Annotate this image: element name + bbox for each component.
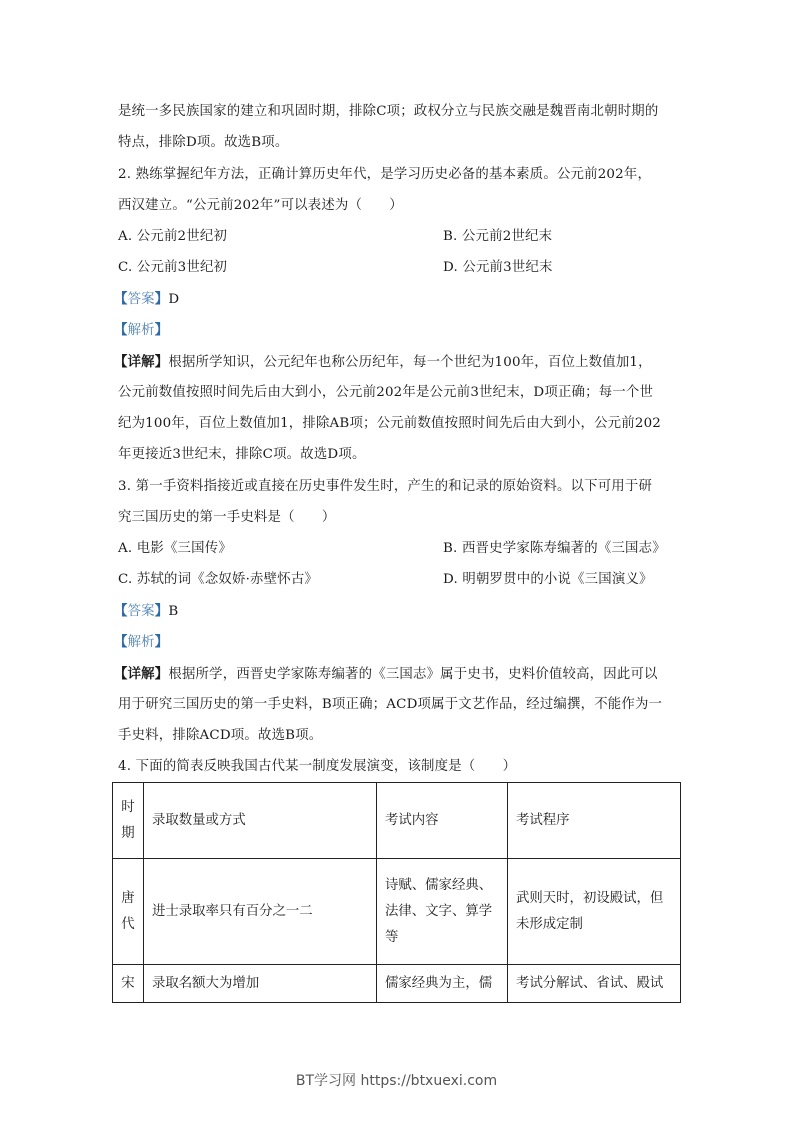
q2-stem-line-2: 西汉建立。“公元前202年”可以表述为（ ）: [118, 198, 403, 213]
q2-answer: [114, 289, 179, 310]
bracket-right: 】: [154, 291, 169, 307]
q4-stem: 4. 下面的简表反映我国古代某一制度发展演变，该制度是（ ）: [118, 759, 517, 774]
table-row-song: [113, 965, 681, 1003]
continuation-line-1: 是统一多民族国家的建立和巩固时期，排除C项；政权分立与民族交融是魏晋南北朝时期的: [118, 104, 659, 119]
cell-content: 儒家经典为主，儒: [377, 965, 508, 1003]
bracket-right: 】: [154, 634, 169, 650]
bracket-right: 】: [154, 322, 169, 338]
q2-detail-line-2: 公元前数值按照时间先后由大到小，公元前202年是公元前3世纪末，D项正确；每一个世: [118, 385, 654, 400]
bracket-right: 】: [154, 666, 169, 682]
q2-option-a: A. 公元前2世纪初: [118, 229, 228, 244]
q3-option-b: B. 西晋史学家陈寿编著的《三国志》: [443, 541, 666, 556]
cell-period: 宋: [113, 965, 144, 1003]
header-procedure: 考试程序: [508, 783, 681, 859]
watermark-footer: BT学习网 https://btxuexi.com: [295, 1073, 498, 1089]
detail-label: 详解: [127, 354, 155, 370]
q3-analysis: [114, 632, 168, 653]
table-row-tang: [113, 859, 681, 965]
cell-period: 唐代: [113, 859, 144, 965]
detail-label: 详解: [127, 666, 155, 682]
q3-stem-line-1: 3. 第一手资料指接近或直接在历史事件发生时，产生的和记录的原始资料。以下可用于研: [118, 479, 653, 494]
analysis-label: 解析: [127, 635, 155, 650]
detail-text: 根据所学，西晋史学家陈寿编著的《三国志》属于史书，史料价值较高，因此可以: [168, 667, 658, 682]
bracket-left: 【: [114, 634, 128, 650]
bracket-left: 【: [114, 291, 128, 307]
cell-admission: 进士录取率只有百分之一二: [144, 859, 377, 965]
q2-option-c: C. 公元前3世纪初: [118, 260, 228, 275]
q3-answer: [114, 601, 178, 622]
q2-stem-line-1: 2. 熟练掌握纪年方法，正确计算历史年代，是学习历史必备的基本素质。公元前202年，: [118, 167, 652, 182]
cell-procedure: 考试分解试、省试、殿试: [508, 965, 681, 1003]
cell-procedure: 武则天时，初设殿试，但未形成定制: [508, 859, 681, 965]
q2-detail-line-4: 年更接近3世纪末，排除C项。故选D项。: [118, 447, 366, 462]
bracket-left: 【: [114, 666, 128, 682]
cell-admission: 录取名额大为增加: [144, 965, 377, 1003]
bracket-right: 】: [154, 603, 169, 619]
q3-detail-line-2: 用于研究三国历史的第一手史料，B项正确；ACD项属于文艺作品，经过编撰，不能作为一: [118, 697, 663, 712]
q2-option-d: D. 公元前3世纪末: [443, 260, 553, 275]
q3-detail-line-1: [114, 664, 658, 685]
answer-label: 答案: [127, 292, 155, 307]
q2-option-b: B. 公元前2世纪末: [443, 229, 553, 244]
q3-option-c: C. 苏轼的词《念奴娇·赤壁怀古》: [118, 572, 319, 587]
cell-content: 诗赋、儒家经典、法律、文字、算学等: [377, 859, 508, 965]
detail-text: 根据所学知识，公元纪年也称公历纪年，每一个世纪为100年，百位上数值加1，: [168, 355, 652, 370]
q3-stem-line-2: 究三国历史的第一手史料是（ ）: [118, 510, 336, 525]
header-period: 时期: [113, 783, 144, 859]
bracket-left: 【: [114, 322, 128, 338]
bracket-left: 【: [114, 354, 128, 370]
q2-detail-line-3: 纪为100年，百位上数值加1，排除AB项；公元前数值按照时间先后由大到小，公元前202: [118, 416, 662, 431]
continuation-line-2: 特点，排除D项。故选B项。: [118, 135, 289, 150]
answer-label: 答案: [127, 604, 155, 619]
answer-value: B: [168, 604, 179, 619]
analysis-label: 解析: [127, 323, 155, 338]
bracket-left: 【: [114, 603, 128, 619]
q2-analysis: [114, 320, 168, 341]
q3-option-d: D. 明朝罗贯中的小说《三国演义》: [443, 572, 653, 587]
q3-detail-line-3: 手史料，排除ACD项。故选B项。: [118, 728, 323, 743]
table-header-row: [113, 783, 681, 859]
q2-detail-line-1: [114, 352, 652, 373]
q3-option-a: A. 电影《三国传》: [118, 541, 232, 556]
exam-system-table: [112, 782, 681, 1003]
bracket-right: 】: [154, 354, 169, 370]
header-content: 考试内容: [377, 783, 508, 859]
header-admission: 录取数量或方式: [144, 783, 377, 859]
answer-value: D: [168, 292, 180, 307]
